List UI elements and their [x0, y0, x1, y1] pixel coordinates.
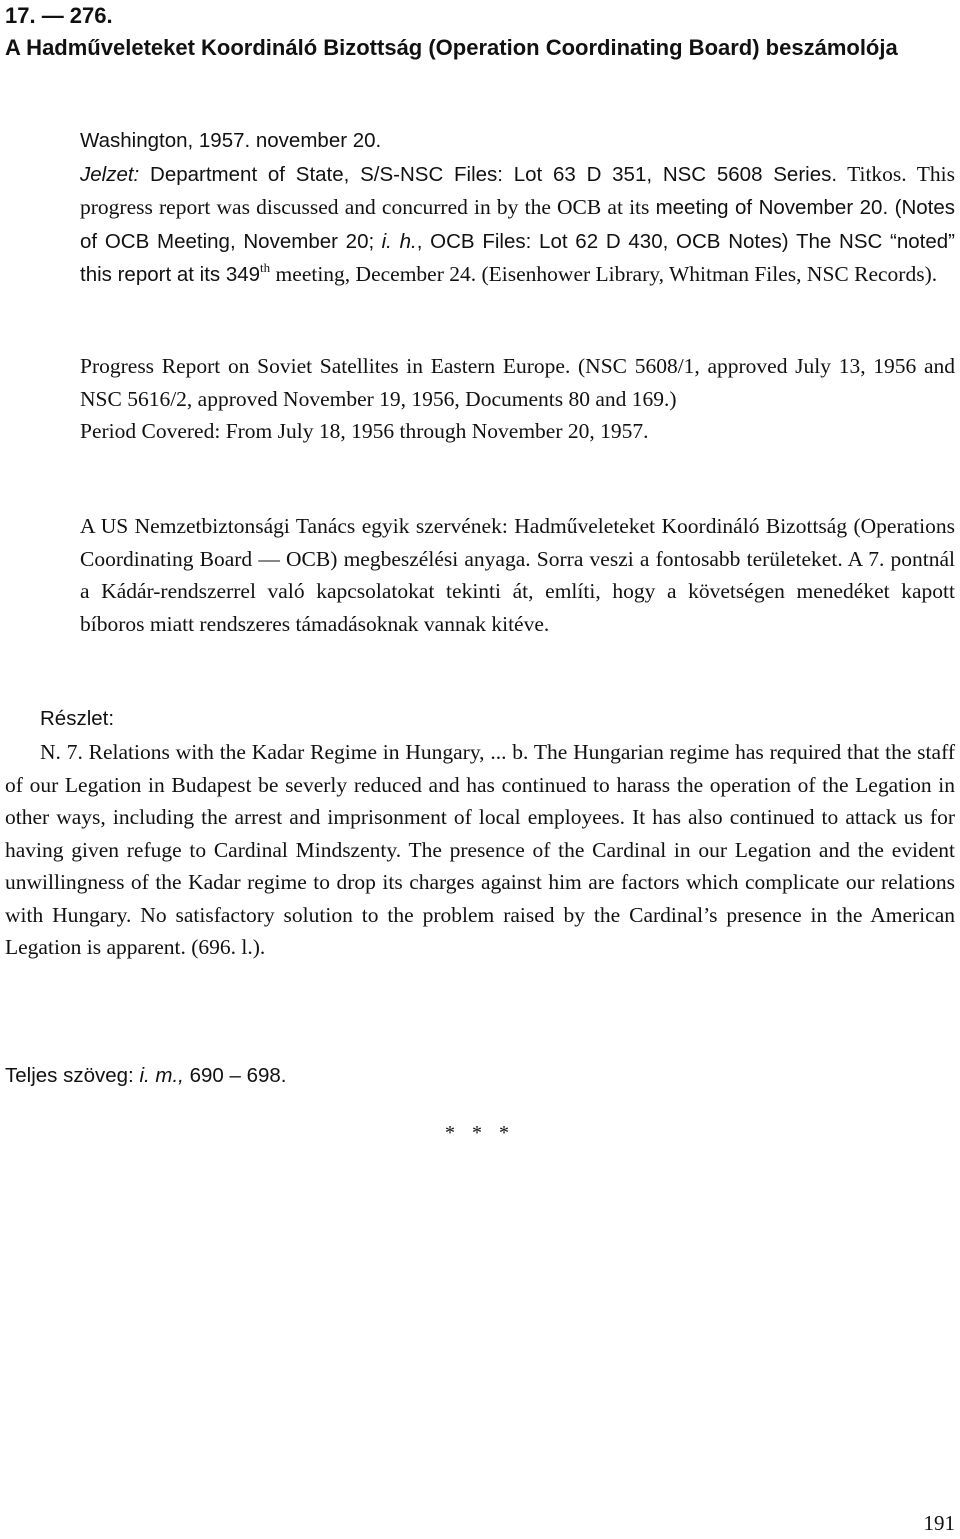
report-period: Period Covered: From July 18, 1956 through November 20, 1957.: [80, 419, 649, 443]
full-text-pages: 690 – 698.: [189, 1064, 287, 1087]
ih-abbrev: i. h.: [381, 229, 417, 253]
source-notes: [80, 124, 955, 292]
archival-reference: [80, 158, 955, 292]
section-separator: * * *: [445, 1122, 515, 1144]
report-title: Progress Report on Soviet Satellites in Eastern Europe. (NSC 5608/1, approved July 13, 1956 and NSC 5616/2, approved November 19, 1956, Documents 80 and 169.): [80, 354, 955, 411]
document-heading: [5, 0, 955, 64]
excerpt-label: Részlet:: [40, 707, 115, 730]
jelzet-label: Jelzet:: [80, 162, 140, 186]
document-number: 17. — 276.: [5, 3, 113, 28]
hungarian-summary: A US Nemzetbiztonsági Tanács egyik szervének: Hadműveleteket Koordináló Bizottság (Operations Coordinating Board — OCB) megbeszélési anyaga. Sorra veszi a fontosabb területeket. A 7. pontnál a Kádár-rendszerrel való kapcsolatokat tekinti át, említi, hogy a követségen menedéket kapott bíboros miatt rendszeres támadásoknak vannak kitéve.: [80, 514, 955, 636]
classification: Titkos.: [847, 161, 907, 186]
jelzet-text: Department of State, S/S-NSC Files: Lot 63 D 351, NSC 5608 Series.: [150, 162, 838, 186]
full-text-ref: i. m.,: [139, 1064, 184, 1087]
notes-text-3: , OCB Files: Lot 62 D 430, OCB Notes) The NSC “noted” this report at its 349: [80, 229, 955, 286]
page-number: 191: [923, 1511, 955, 1535]
full-text-label: Teljes szöveg:: [5, 1064, 134, 1087]
notes-text-1: This progress report was discussed and concurred in by the OCB at its: [80, 161, 955, 219]
notes-text-2: meeting of November 20. (Notes of OCB Meeting, November 20;: [80, 196, 956, 253]
report-header: [80, 350, 955, 448]
place-date: Washington, 1957. november 20.: [80, 129, 382, 152]
document-title: A Hadműveleteket Koordináló Bizottság (Operation Coordinating Board) beszámolója: [5, 35, 898, 60]
notes-text-4: meeting, December 24. (Eisenhower Library, Whitman Files, NSC Records).: [275, 262, 938, 286]
full-text-reference: [5, 1060, 287, 1093]
excerpt-text: N. 7. Relations with the Kadar Regime in Hungary, ... b. The Hungarian regime has required that the staff of our Legation in Budapest be severly reduced and has continued to harass the operation of the Legation in other ways, including the arrest and imprisonment of local employees. It has also continued to attack us for having given refuge to Cardinal Mindszenty. The presence of the Cardinal in our Legation and the evident unwillingness of the Kadar regime to drop its charges against him are factors which complicate our relations with Hungary. No satisfactory solution to the problem raised by the Cardinal’s presence in the American Legation is apparent. (696. l.).: [5, 740, 955, 959]
ordinal-suffix: th: [260, 260, 271, 275]
